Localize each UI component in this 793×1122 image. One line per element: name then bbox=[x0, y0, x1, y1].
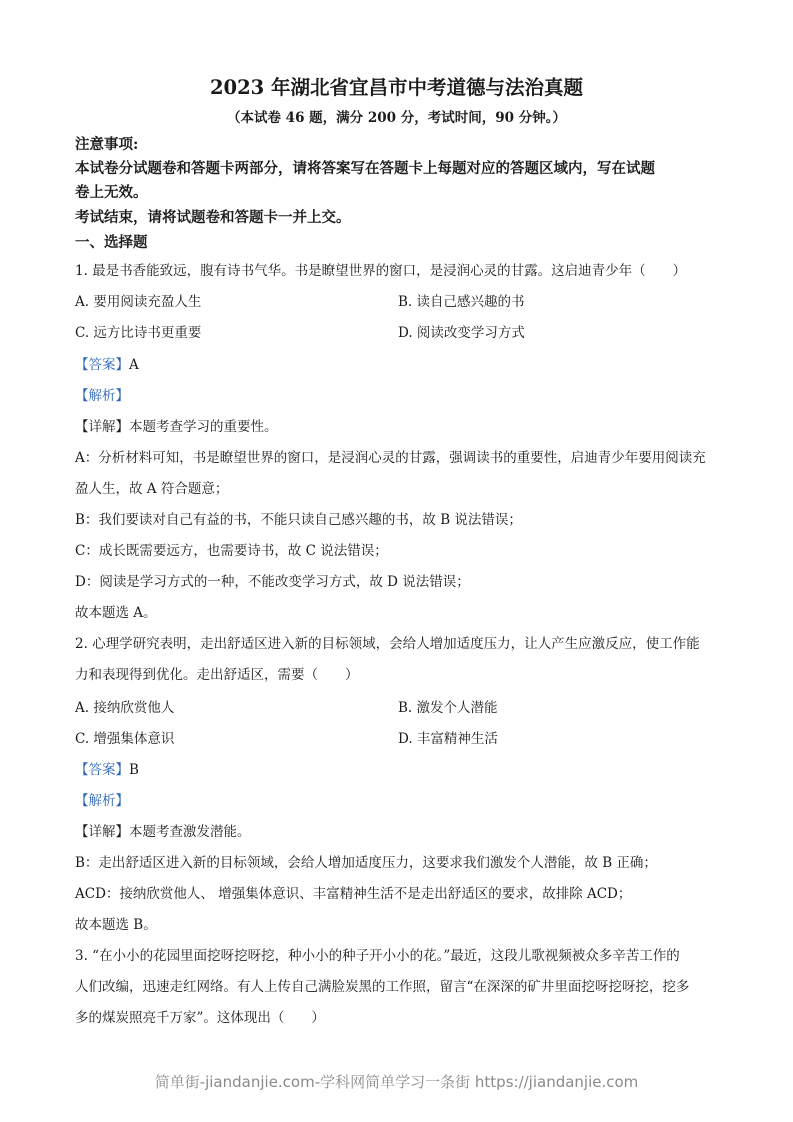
q3-stem-1: 3. “在小小的花园里面挖呀挖呀挖，种小小的种子开小小的花。”最近，这段儿歌视频被众多辛苦工作的 bbox=[75, 948, 680, 964]
answer-tag: 【答案】 bbox=[75, 357, 129, 373]
q1-explain-b: B：我们要读对自己有益的书，不能只读自己感兴趣的书，故 B 说法错误； bbox=[75, 512, 522, 528]
footer-watermark: 简单街-jiandanjie.com-学科网简单学习一条街 https://jiandanjie.com bbox=[154, 1073, 639, 1091]
q1-option-b: B. 读自己感兴趣的书 bbox=[398, 294, 525, 310]
q1-conclusion: 故本题选 A。 bbox=[75, 605, 157, 621]
q2-explain-acd: ACD：接纳欣赏他人、 增强集体意识、丰富精神生活不是走出舒适区的要求，故排除 ACD； bbox=[75, 886, 632, 902]
q3-stem-2: 人们改编，迅速走红网络。有人上传自己满脸炭黑的工作照，留言“在深深的矿井里面挖呀挖呀挖，挖多 bbox=[75, 979, 690, 995]
q1-analysis-tag: 【解析】 bbox=[75, 388, 129, 404]
q3-stem-3: 多的煤炭照亮千万家”。这体现出（ ） bbox=[75, 1010, 325, 1026]
q2-answer-value: B bbox=[129, 762, 139, 778]
q1-explain-c: C：成长既需要远方，也需要诗书，故 C 说法错误； bbox=[75, 543, 388, 559]
page-title: 2023 年湖北省宜昌市中考道德与法治真题 bbox=[209, 76, 584, 99]
q1-explain-a-2: 盈人生，故 A 符合题意； bbox=[75, 481, 229, 497]
q2-analysis-tag: 【解析】 bbox=[75, 793, 129, 809]
q1-explain-d: D：阅读是学习方式的一种，不能改变学习方式，故 D 说法错误； bbox=[75, 574, 470, 590]
q1-detail: 【详解】本题考查学习的重要性。 bbox=[75, 419, 278, 435]
q2-explain-b: B：走出舒适区进入新的目标领域，会给人增加适度压力，这要求我们激发个人潜能，故 B 正确； bbox=[75, 855, 657, 871]
q1-explain-a-1: A：分析材料可知，书是瞭望世界的窗口，是浸润心灵的甘露，强调读书的重要性，启迪青少年要用阅读充 bbox=[75, 450, 706, 466]
q1-answer-value: A bbox=[129, 357, 139, 373]
q1-answer bbox=[75, 353, 139, 373]
q2-detail: 【详解】本题考查激发潜能。 bbox=[75, 824, 251, 840]
answer-tag: 【答案】 bbox=[75, 762, 129, 778]
q2-option-c: C. 增强集体意识 bbox=[75, 731, 175, 747]
q2-option-d: D. 丰富精神生活 bbox=[398, 731, 498, 747]
q2-option-a: A. 接纳欣赏他人 bbox=[75, 700, 175, 716]
notes-line-2: 卷上无效。 bbox=[75, 184, 148, 201]
detail-tag: 【详解】 bbox=[75, 824, 129, 840]
detail-tag: 【详解】 bbox=[75, 419, 129, 435]
section-heading: 一、选择题 bbox=[75, 234, 148, 251]
q2-stem-2: 力和表现得到优化。走出舒适区，需要（ ） bbox=[75, 667, 359, 683]
notes-heading: 注意事项: bbox=[75, 136, 139, 153]
q1-stem: 1. 最是书香能致远，腹有诗书气华。书是瞭望世界的窗口，是浸润心灵的甘露。这启迪青少年（ ） bbox=[75, 263, 687, 279]
q1-option-d: D. 阅读改变学习方式 bbox=[398, 325, 525, 341]
q2-conclusion: 故本题选 B。 bbox=[75, 917, 157, 933]
q2-stem-1: 2. 心理学研究表明，走出舒适区进入新的目标领域，会给人增加适度压力，让人产生应激反应，使工作能 bbox=[75, 636, 700, 652]
exam-info: （本试卷 46 题，满分 200 分，考试时间，90 分钟。） bbox=[226, 110, 566, 126]
notes-line-3: 考试结束，请将试题卷和答题卡一并上交。 bbox=[75, 209, 351, 226]
q2-answer bbox=[75, 758, 139, 778]
q2-option-b: B. 激发个人潜能 bbox=[398, 700, 498, 716]
q1-option-a: A. 要用阅读充盈人生 bbox=[75, 294, 202, 310]
q1-option-c: C. 远方比诗书更重要 bbox=[75, 325, 202, 341]
notes-line-1: 本试卷分试题卷和答题卡两部分，请将答案写在答题卡上每题对应的答题区域内，写在试题 bbox=[75, 160, 655, 177]
